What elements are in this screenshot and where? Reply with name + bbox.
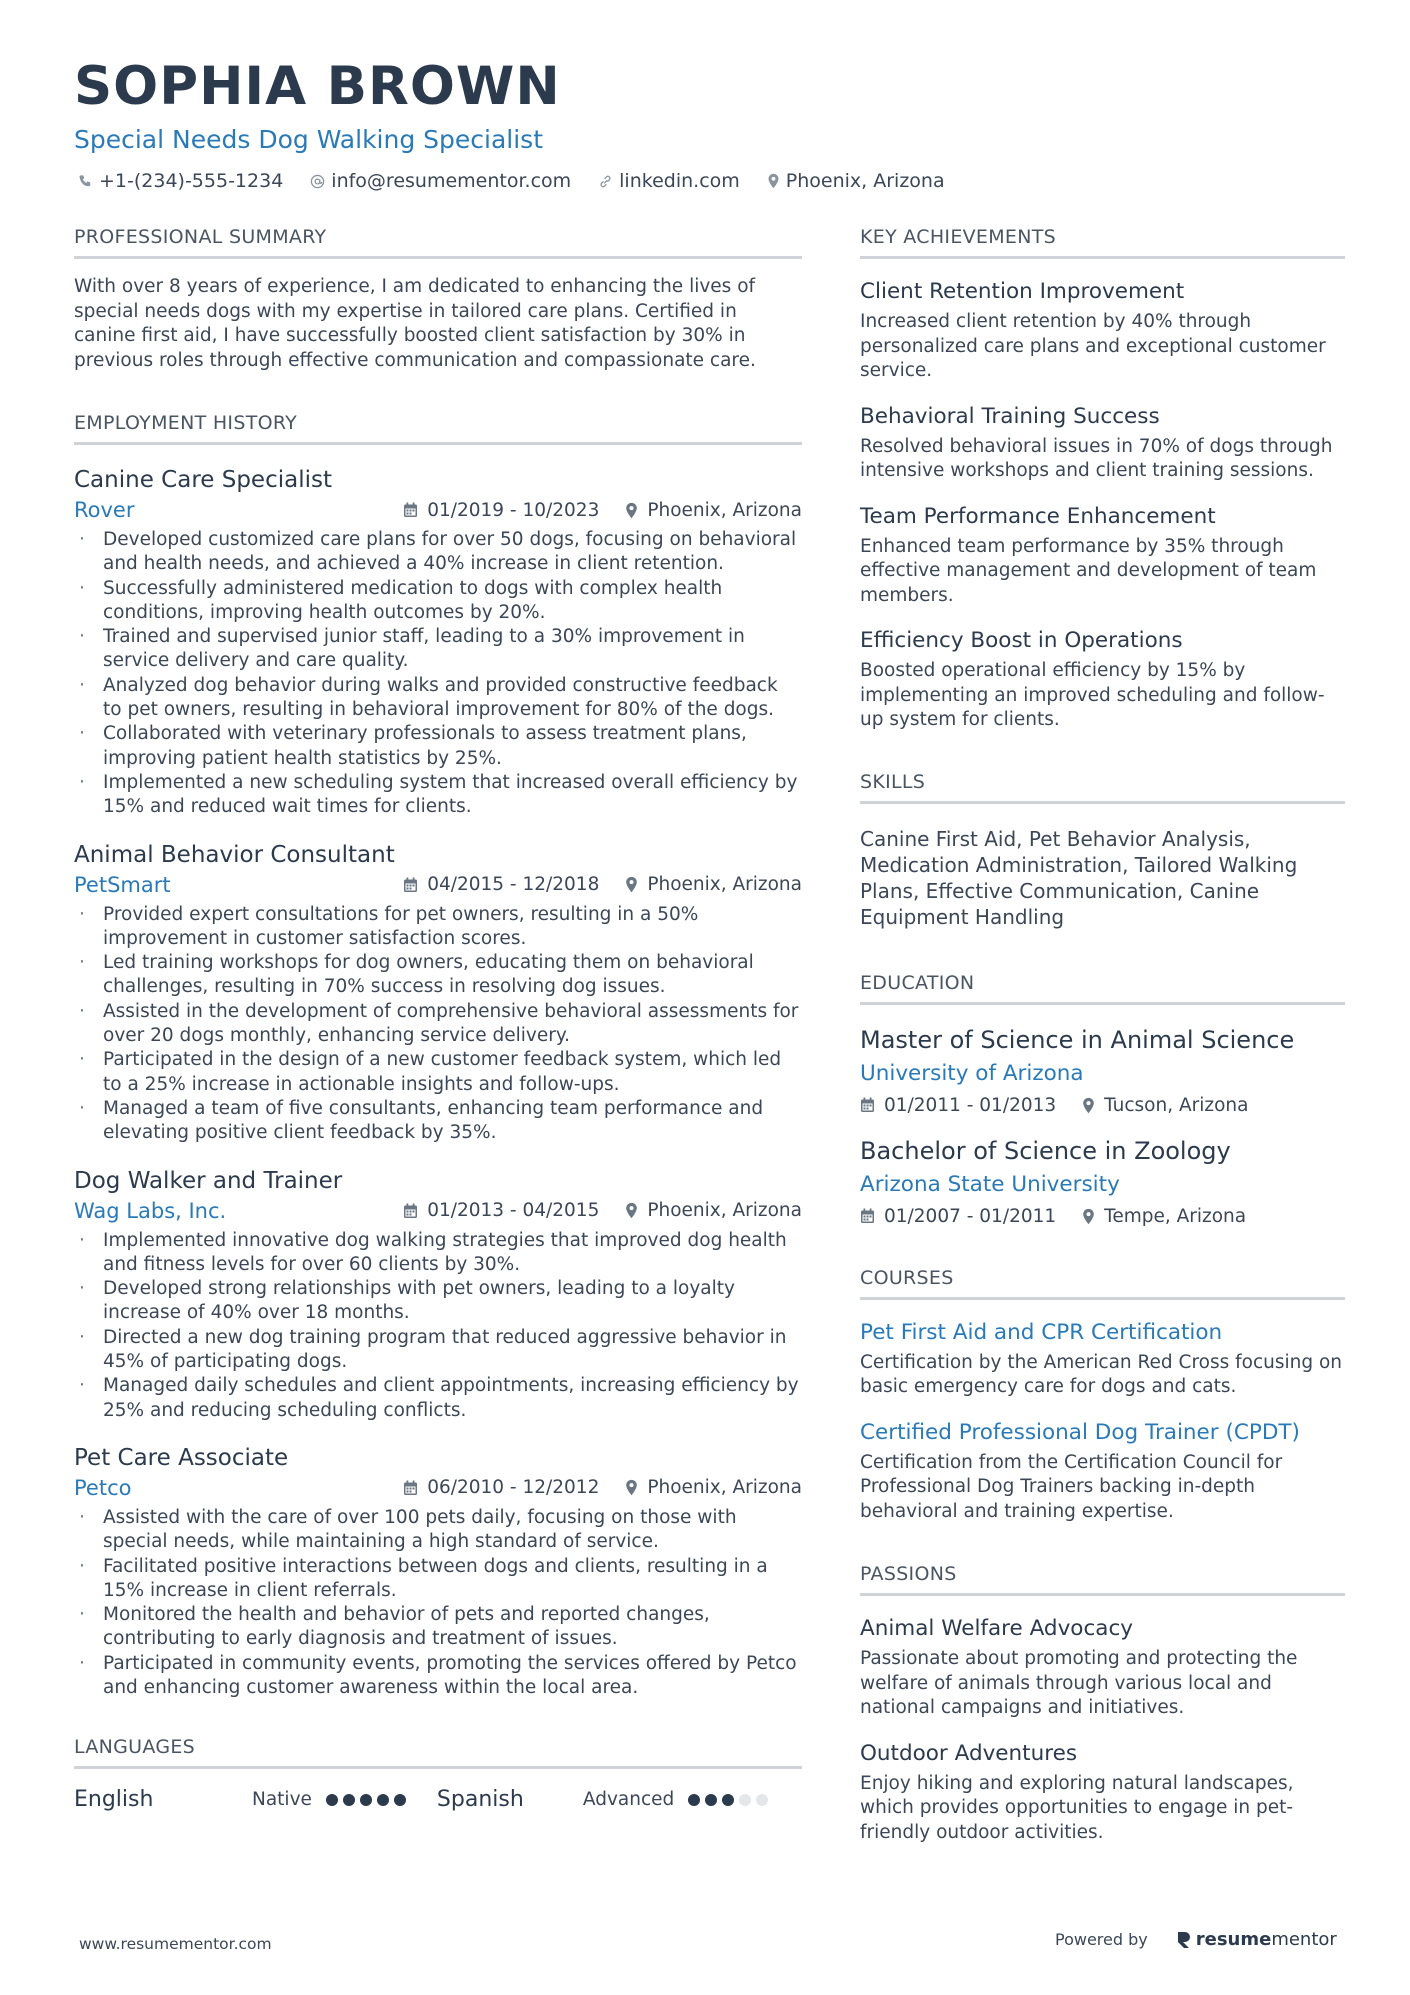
passions-heading: PASSIONS	[860, 1563, 1345, 1596]
map-pin-icon	[625, 1479, 638, 1496]
job-bullet: · Assisted in the development of comprehensive behavioral assessments for over 20 dogs monthly, enhancing service delivery.	[74, 1000, 802, 1049]
achievement-desc: Enhanced team performance by 35% through effective management and development of team members.	[860, 535, 1317, 606]
candidate-role: Special Needs Dog Walking Specialist	[74, 125, 544, 154]
passion-title: Animal Welfare Advocacy	[860, 1616, 1134, 1641]
skills-heading: SKILLS	[860, 771, 1345, 804]
job-entry	[74, 1443, 802, 1700]
education-location	[1082, 1206, 1246, 1227]
candidate-name: SOPHIA BROWN	[74, 56, 561, 117]
skills-text: Canine First Aid, Pet Behavior Analysis, Medication Administration, Tailored Walking Plans, Effective Communication, Canine Equipment Handling	[860, 826, 1298, 929]
job-meta	[74, 1199, 802, 1223]
course-desc: Certification by the American Red Cross focusing on basic emergency care for dogs and cats.	[860, 1351, 1343, 1397]
passion-list	[860, 1615, 1345, 1845]
job-title: Canine Care Specialist	[74, 467, 332, 493]
job-location	[625, 1477, 802, 1498]
calendar-icon	[860, 1208, 875, 1224]
job-bullet: · Led training workshops for dog owners, educating them on behavioral challenges, resulting in 70% success in resolving dog issues.	[74, 951, 802, 1000]
job-location	[625, 1200, 802, 1221]
education-dates	[860, 1095, 1056, 1116]
language-level: Native	[252, 1789, 312, 1811]
map-pin-icon	[1082, 1097, 1095, 1114]
job-dates-text: 01/2019 - 10/2023	[427, 499, 600, 521]
contact-linkedin[interactable]	[598, 170, 740, 192]
education-heading: EDUCATION	[860, 972, 1345, 1005]
footer-website[interactable]: www.resumementor.com	[79, 1935, 272, 1953]
rating-dot-filled	[722, 1794, 734, 1806]
contact-location	[767, 170, 945, 192]
job-bullet: · Participated in the design of a new customer feedback system, which led to a 25% increase in actionable insights and follow-ups.	[74, 1048, 802, 1097]
passion-desc: Enjoy hiking and exploring natural landscapes, which provides opportunities to engage in pet-friendly outdoor activities.	[860, 1772, 1294, 1843]
passion-desc: Passionate about promoting and protecting the welfare of animals through various local and national campaigns and initiatives.	[860, 1648, 1298, 1718]
email-text: info@resumementor.com	[331, 170, 572, 192]
languages-heading: LANGUAGES	[74, 1736, 802, 1769]
brand-logo[interactable]	[1176, 1929, 1337, 1950]
map-pin-icon	[1082, 1208, 1095, 1225]
powered-by-label: Powered by	[1055, 1930, 1148, 1949]
education-item	[860, 1025, 1345, 1116]
language-rating	[326, 1794, 411, 1806]
job-location-text: Phoenix, Arizona	[647, 499, 802, 521]
rating-dot-filled	[343, 1794, 355, 1806]
education-location-text: Tempe, Arizona	[1104, 1205, 1247, 1227]
job-title: Animal Behavior Consultant	[74, 841, 395, 868]
course-item	[860, 1319, 1345, 1400]
achievement-title: Behavioral Training Success	[860, 403, 1160, 429]
brand-rest: mentor	[1271, 1929, 1337, 1950]
education-item	[860, 1136, 1345, 1227]
achievement-desc: Resolved behavioral issues in 70% of dogs through intensive workshops and client training sessions.	[860, 435, 1333, 481]
job-bullets	[74, 528, 802, 820]
job-bullet: · Managed a team of five consultants, enhancing team performance and elevating positive client feedback by 35%.	[74, 1097, 802, 1146]
contact-phone[interactable]	[78, 170, 283, 192]
course-title: Certified Professional Dog Trainer (CPDT)	[860, 1419, 1300, 1445]
job-bullet: · Facilitated positive interactions between dogs and clients, resulting in a 15% increase in client referrals.	[74, 1555, 802, 1604]
contact-bar	[78, 170, 972, 192]
calendar-icon	[403, 1480, 418, 1496]
map-pin-icon	[625, 876, 638, 893]
job-location	[625, 874, 802, 895]
calendar-icon	[403, 502, 418, 518]
job-dates-text: 04/2015 - 12/2018	[427, 874, 600, 896]
course-desc: Certification from the Certification Council for Professional Dog Trainers backing in-depth behavioral and training expertise.	[860, 1451, 1283, 1522]
job-meta	[74, 1476, 802, 1500]
job-company: Rover	[74, 498, 135, 522]
job-bullet: · Implemented innovative dog walking strategies that improved dog health and fitness levels for over 60 clients by 30%.	[74, 1229, 802, 1278]
job-meta	[74, 498, 802, 522]
achievements-heading: KEY ACHIEVEMENTS	[860, 226, 1345, 259]
job-bullets	[74, 1506, 802, 1700]
education-degree: Master of Science in Animal Science	[860, 1025, 1295, 1054]
job-bullet: · Implemented a new scheduling system that increased overall efficiency by 15% and reduced wait times for clients.	[74, 771, 802, 820]
job-title: Dog Walker and Trainer	[74, 1167, 343, 1194]
job-bullet: · Analyzed dog behavior during walks and provided constructive feedback to pet owners, resulting in behavioral improvement for 80% of the dogs.	[74, 674, 802, 723]
job-location-text: Phoenix, Arizona	[647, 1477, 802, 1499]
education-school: University of Arizona	[860, 1060, 1084, 1086]
job-dates-text: 01/2013 - 04/2015	[427, 1200, 600, 1222]
achievement-list	[860, 278, 1345, 733]
job-title: Pet Care Associate	[74, 1444, 289, 1471]
rating-dot-filled	[360, 1794, 372, 1806]
job-bullet: · Assisted with the care of over 100 pets daily, focusing on those with special needs, while maintaining a high standard of service.	[74, 1506, 802, 1555]
education-dates-text: 01/2007 - 01/2011	[884, 1205, 1057, 1227]
language-name: Spanish	[436, 1787, 524, 1813]
job-bullet: · Successfully administered medication to dogs with complex health conditions, improving health outcomes by 20%.	[74, 577, 802, 626]
achievement-item	[860, 627, 1345, 733]
passion-item	[860, 1740, 1345, 1846]
map-pin-icon	[625, 502, 638, 519]
job-location-text: Phoenix, Arizona	[647, 1200, 802, 1222]
job-bullet: · Developed customized care plans for over 50 dogs, focusing on behavioral and health needs, and achieved a 40% increase in client retention.	[74, 528, 802, 577]
job-bullet: · Directed a new dog training program that reduced aggressive behavior in 45% of participating dogs.	[74, 1326, 802, 1375]
education-location	[1082, 1095, 1248, 1116]
job-company: Petco	[74, 1475, 132, 1500]
passion-item	[860, 1615, 1345, 1721]
job-bullet: · Participated in community events, promoting the services offered by Petco and enhancing customer awareness within the local area.	[74, 1652, 802, 1701]
location-text: Phoenix, Arizona	[785, 170, 945, 192]
course-item	[860, 1419, 1345, 1525]
rating-dot-filled	[394, 1794, 406, 1806]
map-pin-icon	[625, 1202, 638, 1219]
phone-text: +1-(234)-555-1234	[99, 170, 284, 192]
job-bullet: · Provided expert consultations for pet owners, resulting in a 50% improvement in customer satisfaction scores.	[74, 903, 802, 952]
achievement-title: Efficiency Boost in Operations	[860, 628, 1183, 653]
employment-heading: EMPLOYMENT HISTORY	[74, 412, 802, 445]
job-company: Wag Labs, Inc.	[74, 1198, 227, 1223]
calendar-icon	[403, 877, 418, 893]
linkedin-text: linkedin.com	[619, 170, 740, 192]
at-sign-icon	[310, 174, 325, 189]
rating-dot-empty	[756, 1794, 768, 1806]
education-location-text: Tucson, Arizona	[1104, 1094, 1249, 1116]
resumementor-logo-icon	[1176, 1931, 1192, 1949]
rating-dot-filled	[688, 1794, 700, 1806]
education-degree: Bachelor of Science in Zoology	[860, 1136, 1231, 1165]
job-bullet: · Collaborated with veterinary professionals to assess treatment plans, improving patient health statistics by 25%.	[74, 722, 802, 771]
job-dates	[403, 874, 599, 895]
summary-text: With over 8 years of experience, I am dedicated to enhancing the lives of special needs dogs with my expertise in tailored care plans. Certified in canine first aid, I have successfully boosted client satisfaction by 30% in previous roles through effective communication and compassionate care.	[74, 276, 756, 371]
map-pin-icon	[767, 173, 780, 189]
job-company: PetSmart	[74, 872, 171, 897]
link-icon	[598, 174, 613, 189]
job-dates	[403, 500, 599, 521]
achievement-desc: Boosted operational efficiency by 15% by implementing an improved scheduling and follow-up system for clients.	[860, 660, 1325, 730]
job-bullets	[74, 903, 802, 1146]
achievement-title: Client Retention Improvement	[860, 279, 1185, 304]
passion-title: Outdoor Adventures	[860, 1740, 1078, 1766]
course-title: Pet First Aid and CPR Certification	[860, 1319, 1223, 1345]
language-list	[74, 1787, 802, 1812]
job-entry	[74, 465, 802, 820]
education-school: Arizona State University	[860, 1171, 1120, 1197]
left-column	[74, 226, 802, 1812]
rating-dot-filled	[326, 1794, 338, 1806]
education-dates-text: 01/2011 - 01/2013	[884, 1094, 1057, 1116]
achievement-desc: Increased client retention by 40% through personalized care plans and exceptional customer service.	[860, 311, 1326, 381]
right-column	[860, 226, 1345, 1845]
language-rating	[688, 1794, 773, 1806]
courses-heading: COURSES	[860, 1267, 1345, 1300]
achievement-item	[860, 278, 1345, 384]
education-list	[860, 1025, 1345, 1227]
achievement-title: Team Performance Enhancement	[860, 503, 1216, 529]
course-list	[860, 1319, 1345, 1525]
job-entry	[74, 1166, 802, 1423]
education-dates	[860, 1206, 1056, 1227]
summary-heading: PROFESSIONAL SUMMARY	[74, 226, 802, 259]
rating-dot-filled	[377, 1794, 389, 1806]
job-location	[625, 500, 802, 521]
job-bullet: · Developed strong relationships with pet owners, leading to a loyalty increase of 40% over 18 months.	[74, 1277, 802, 1326]
contact-email[interactable]	[310, 170, 571, 192]
language-name: English	[74, 1787, 154, 1813]
achievement-item	[860, 403, 1345, 484]
calendar-icon	[860, 1097, 875, 1113]
job-location-text: Phoenix, Arizona	[647, 874, 802, 896]
job-dates-text: 06/2010 - 12/2012	[427, 1477, 600, 1499]
job-meta	[74, 873, 802, 897]
rating-dot-empty	[739, 1794, 751, 1806]
job-dates	[403, 1200, 599, 1221]
job-bullet: · Monitored the health and behavior of pets and reported changes, contributing to early diagnosis and treatment of issues.	[74, 1603, 802, 1652]
footer-powered-by	[1055, 1929, 1337, 1950]
job-dates	[403, 1477, 599, 1498]
phone-icon	[78, 174, 93, 189]
rating-dot-filled	[705, 1794, 717, 1806]
job-entry	[74, 840, 802, 1146]
achievement-item	[860, 503, 1345, 609]
job-list	[74, 465, 802, 1700]
job-bullets	[74, 1229, 802, 1423]
job-bullet: · Trained and supervised junior staff, leading to a 30% improvement in service delivery and care quality.	[74, 625, 802, 674]
calendar-icon	[403, 1203, 418, 1219]
job-bullet: · Managed daily schedules and client appointments, increasing efficiency by 25% and reducing scheduling conflicts.	[74, 1374, 802, 1423]
language-level: Advanced	[582, 1789, 675, 1811]
brand-bold: resume	[1195, 1929, 1272, 1950]
